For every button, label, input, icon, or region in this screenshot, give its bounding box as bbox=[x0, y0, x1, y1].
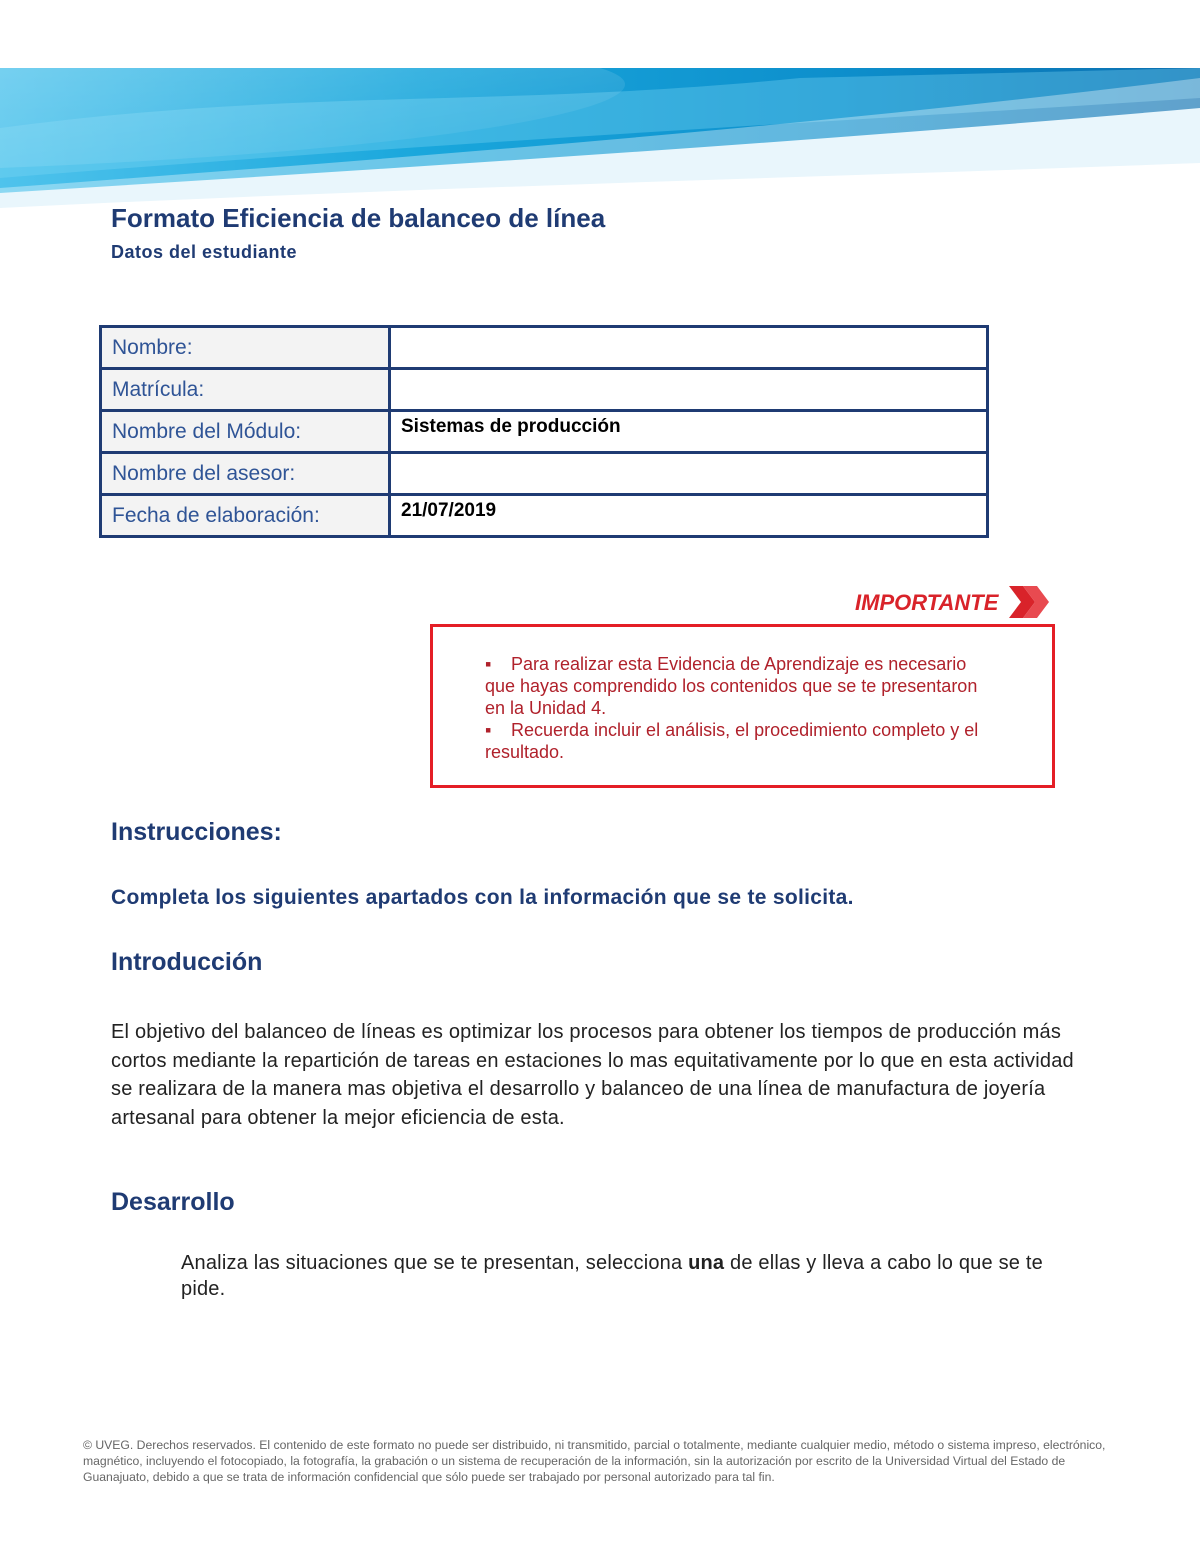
row-label: Matrícula: bbox=[101, 369, 390, 411]
student-data-table bbox=[99, 325, 989, 538]
header-banner bbox=[0, 68, 1200, 218]
instructions-heading: Instrucciones: bbox=[111, 818, 282, 846]
table-row bbox=[101, 369, 988, 411]
double-chevron-icon bbox=[1007, 582, 1051, 622]
date-field[interactable]: 21/07/2019 bbox=[390, 495, 988, 537]
page-title: Formato Eficiencia de balanceo de línea bbox=[111, 203, 606, 233]
table-row bbox=[101, 495, 988, 537]
important-notice-box bbox=[430, 624, 1055, 788]
copyright-footer: © UVEG. Derechos reservados. El contenido de este formato no puede ser distribuido, ni transmitido, parcial o totalmente, mediante cualquier medio, método o sistema impreso, electrónico, magnético, incluyendo el fotocopiado, la fotografía, la grabación o un sistema de recuperación de la información, sin la autorización por escrito de la Universidad Virtual del Estado de Guanajuato, debido a que se trata de información confidencial que sólo puede ser trabajado por personal autorizado para tal fin. bbox=[83, 1438, 1106, 1484]
table-row bbox=[101, 411, 988, 453]
table-row bbox=[101, 453, 988, 495]
row-label: Fecha de elaboración: bbox=[101, 495, 390, 537]
list-item: ▪ Para realizar esta Evidencia de Aprendizaje es necesario que hayas comprendido los contenidos que se te presentaron en la Unidad 4. bbox=[485, 654, 978, 718]
advisor-field[interactable] bbox=[390, 453, 988, 495]
emphasis-text: una bbox=[688, 1252, 725, 1274]
module-field[interactable]: Sistemas de producción bbox=[390, 411, 988, 453]
list-item: ▪ Recuerda incluir el análisis, el procedimiento completo y el resultado. bbox=[485, 720, 979, 762]
bullet-icon: ▪ bbox=[485, 720, 492, 740]
development-paragraph: Analiza las situaciones que se te presentan, selecciona una de ellas y lleva a cabo lo que se te pide. bbox=[181, 1252, 1043, 1300]
table-row bbox=[101, 327, 988, 369]
important-list bbox=[485, 653, 995, 763]
important-label: IMPORTANTE bbox=[855, 590, 999, 615]
instructions-text: Completa los siguientes apartados con la información que se te solicita. bbox=[111, 886, 854, 909]
row-label: Nombre del asesor: bbox=[101, 453, 390, 495]
row-label: Nombre: bbox=[101, 327, 390, 369]
name-field[interactable] bbox=[390, 327, 988, 369]
development-heading: Desarrollo bbox=[111, 1188, 235, 1216]
section-subtitle: Datos del estudiante bbox=[111, 242, 298, 262]
row-label: Nombre del Módulo: bbox=[101, 411, 390, 453]
bullet-icon: ▪ bbox=[485, 654, 492, 674]
enrollment-field[interactable] bbox=[390, 369, 988, 411]
introduction-paragraph: El objetivo del balanceo de líneas es optimizar los procesos para obtener los tiempos de producción más cortos mediante la repartición de tareas en estaciones lo mas equitativamente por lo que en esta actividad se realizara de la manera mas objetiva el desarrollo y balanceo de una línea de manufactura de joyería artesanal para obtener la mejor eficiencia de esta. bbox=[111, 1021, 1074, 1129]
introduction-heading: Introducción bbox=[111, 948, 263, 976]
